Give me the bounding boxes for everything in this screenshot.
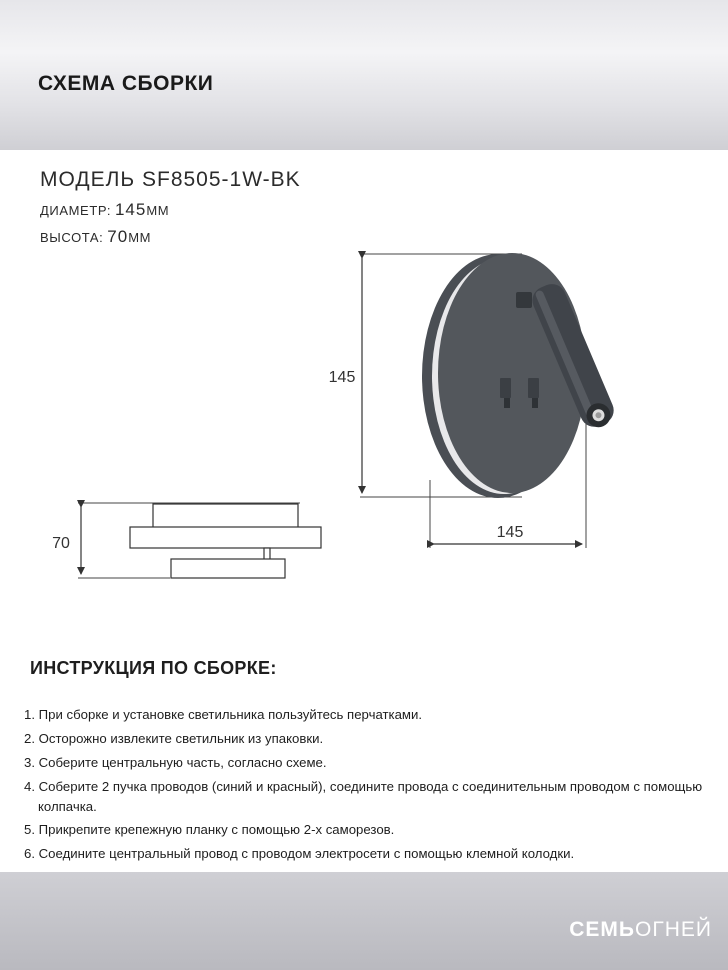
instruction-item-3: 3. Соберите центральную часть, согласно схеме. [24, 755, 327, 770]
height-value: 70 [107, 227, 129, 246]
brand-part-1: СЕМЬ [569, 918, 636, 941]
switch-left [500, 378, 511, 398]
brand-part-2: ОГНЕЙ [635, 918, 712, 941]
instruction-item-6: 6. Соедините центральный провод с проводом электросети с помощью клемной колодки. [24, 846, 575, 861]
switch-right [528, 378, 539, 398]
model-name: МОДЕЛЬ SF8505-1W-BK [40, 168, 301, 191]
lamp-side-view [130, 504, 321, 578]
instructions-title: ИНСТРУКЦИЯ ПО СБОРКЕ: [30, 658, 277, 678]
instruction-item-2: 2. Осторожно извлеките светильник из упаковки. [24, 731, 324, 746]
height-unit: ММ [128, 230, 152, 245]
diameter-unit: ММ [146, 203, 170, 218]
side-height-label: 70 [52, 535, 70, 552]
instruction-item-4: 4. Соберите 2 пучка проводов (синий и красный), соедините провода с соединительным проводом с помощью колпачка. [24, 779, 703, 814]
page-title: СХЕМА СБОРКИ [38, 72, 214, 95]
front-height-label: 145 [328, 369, 356, 386]
diameter-value: 145 [114, 200, 147, 219]
instructions-list [24, 705, 714, 868]
diameter-spec [40, 200, 301, 220]
lamp-diagram [0, 240, 728, 580]
height-label: ВЫСОТА: [40, 230, 104, 245]
front-width-label: 145 [496, 524, 524, 541]
instruction-item-1: 1. При сборке и установке светильника пользуйтесь перчатками. [24, 707, 423, 722]
instruction-item-5: 5. Прикрепите крепежную планку с помощью 2-х саморезов. [24, 822, 395, 837]
brand-logo [569, 918, 712, 942]
diameter-label: ДИАМЕТР: [40, 203, 112, 218]
lamp-front-view [422, 253, 619, 498]
